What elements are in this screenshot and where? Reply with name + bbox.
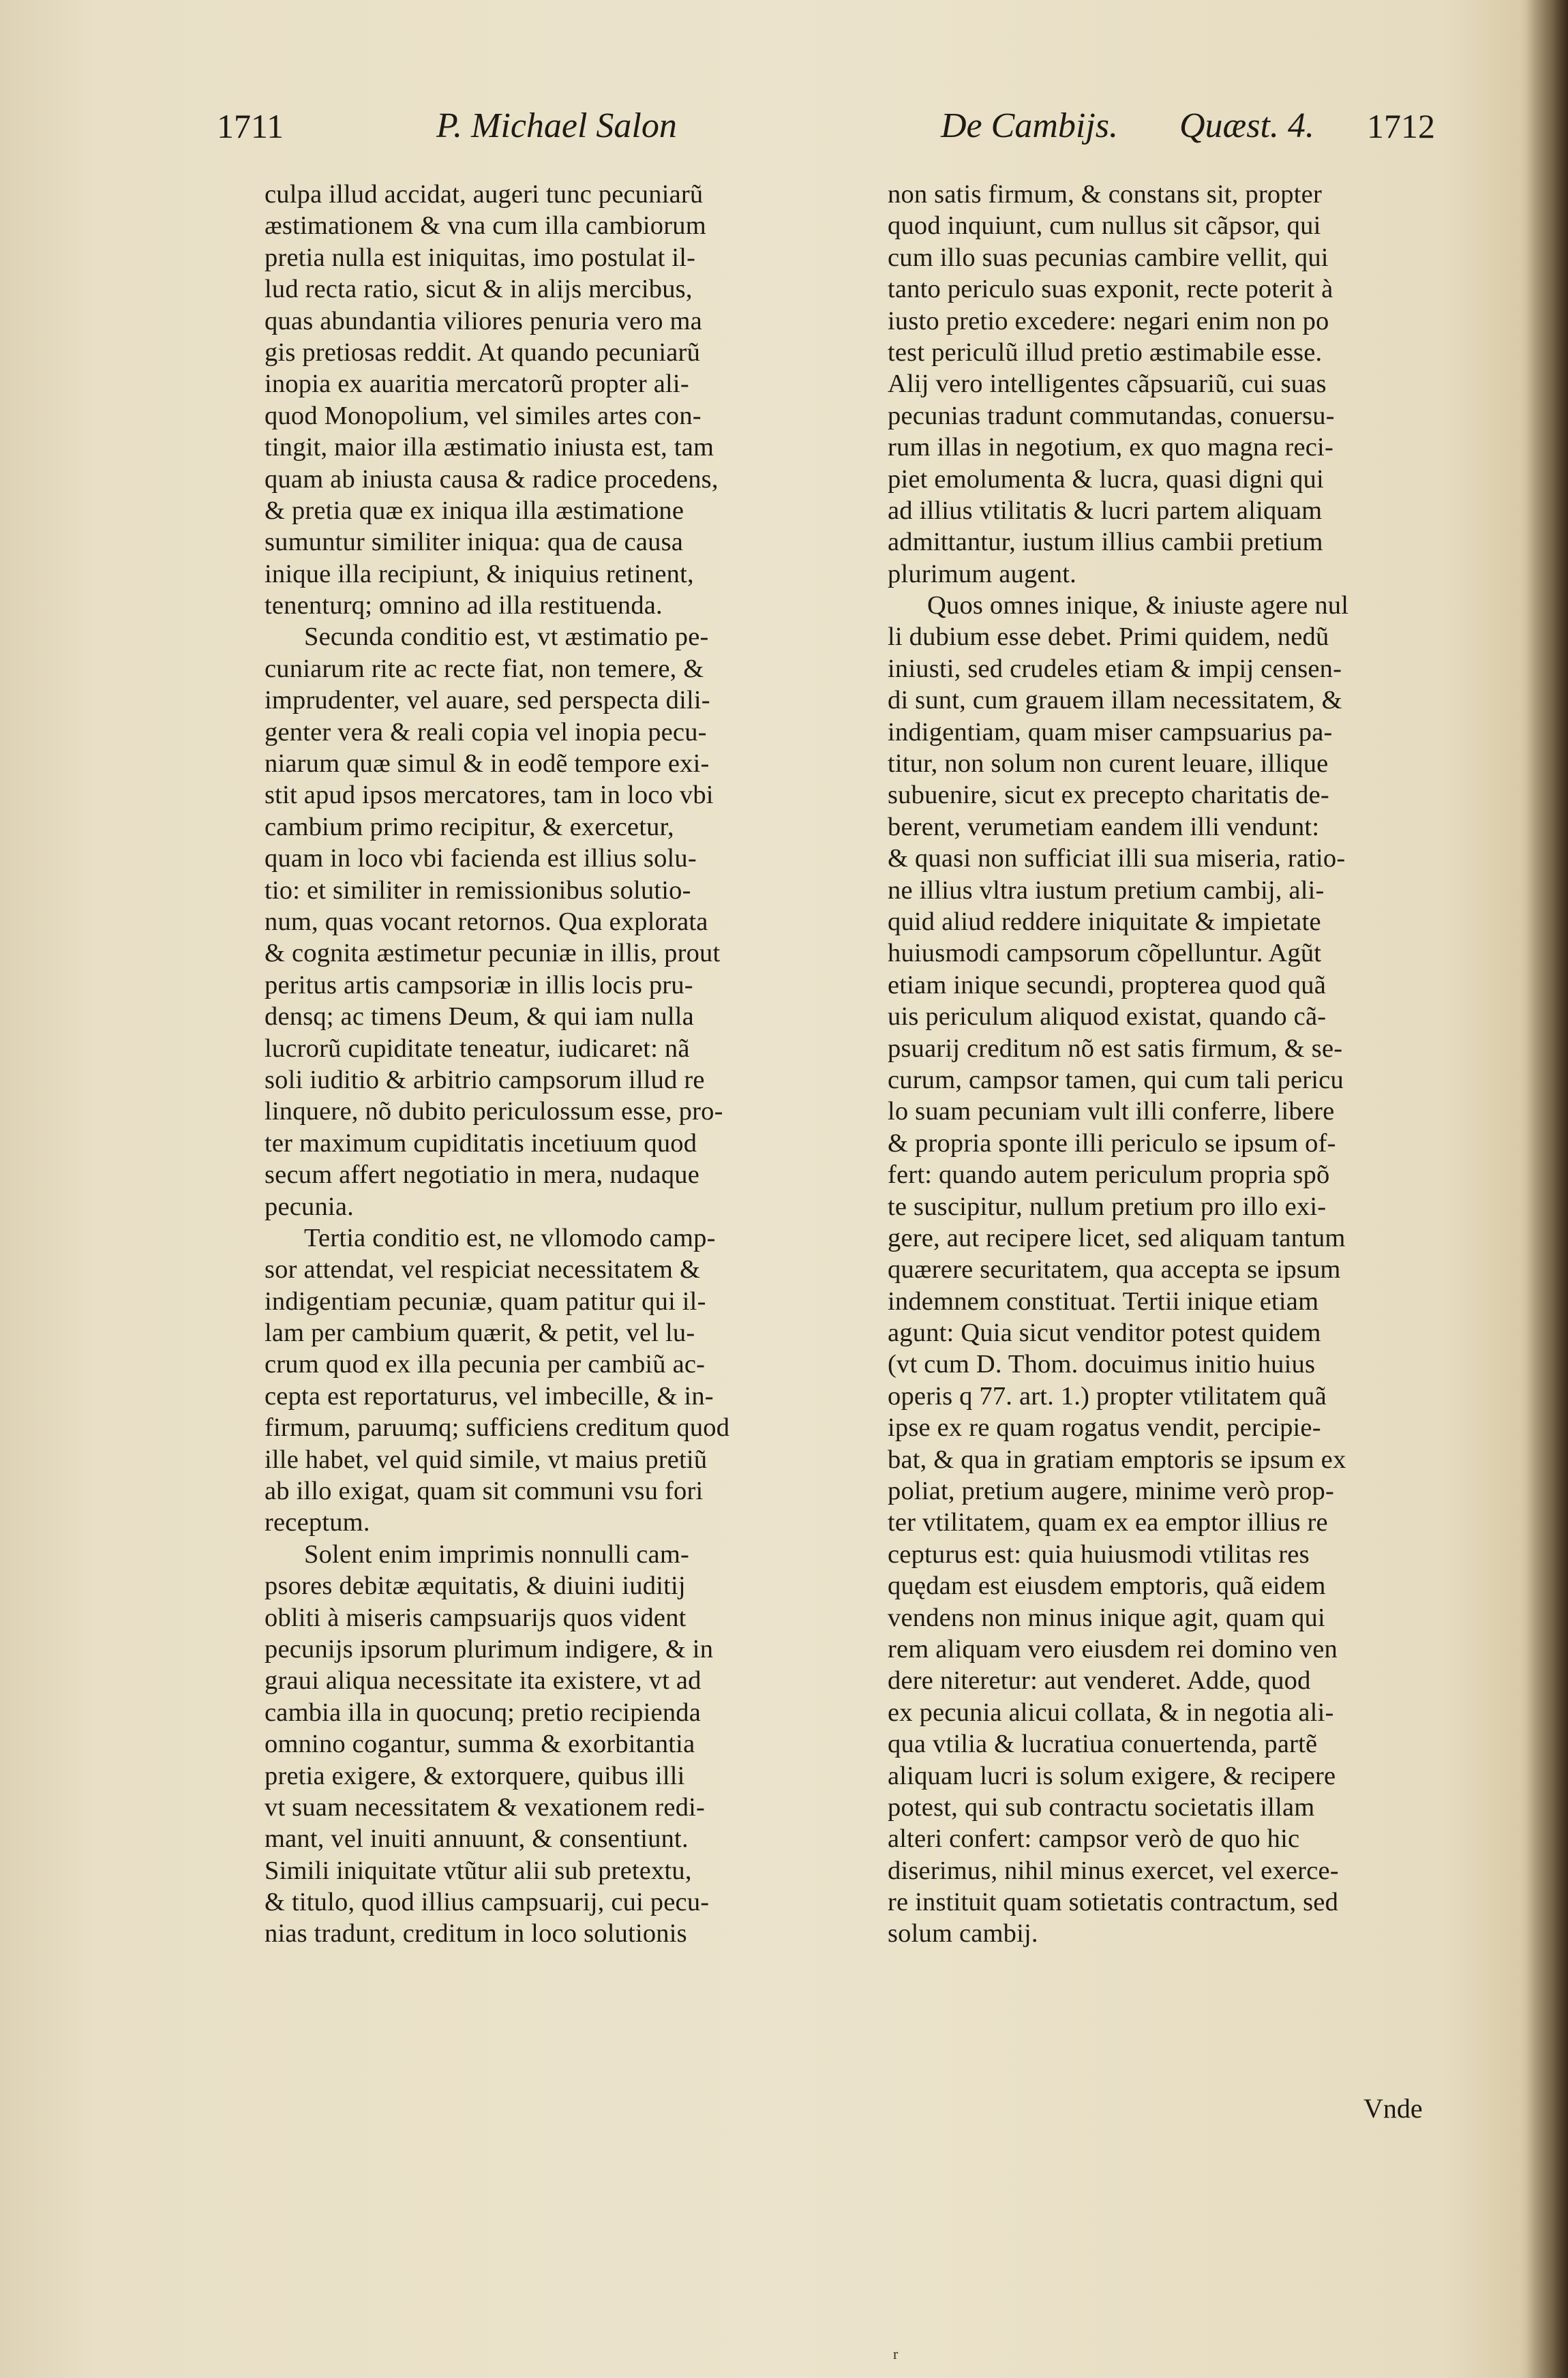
text-line: quod Monopolium, vel similes artes con- — [265, 401, 702, 430]
text-line: indemnem constituat. Tertii inique etiam — [888, 1286, 1319, 1316]
text-line: potest, qui sub contractu societatis illam — [888, 1792, 1315, 1822]
text-line: & pretia quæ ex iniqua illa æstimatione — [265, 496, 684, 525]
text-line: cepta est reportaturus, vel imbecille, & in- — [265, 1381, 714, 1411]
text-line: li dubium esse debet. Primi quidem, nedũ — [888, 622, 1329, 652]
text-line: linquere, nõ dubito periculossum esse, pro- — [265, 1097, 723, 1126]
signature-mark: r — [893, 2345, 899, 2362]
text-line: nias tradunt, creditum in loco solutionis — [265, 1919, 687, 1948]
text-line: psuarij creditum nõ est satis firmum, & se- — [888, 1034, 1343, 1063]
text-line: dere niteretur: aut venderet. Adde, quod — [888, 1666, 1311, 1696]
text-line: pecunia. — [265, 1192, 354, 1221]
text-line: admittantur, iustum illius cambii pretium — [888, 528, 1323, 557]
text-line: (vt cum D. Thom. docuimus initio huius — [888, 1350, 1316, 1379]
text-line: omnino cogantur, summa & exorbitantia — [265, 1730, 695, 1759]
text-line: secum affert negotiatio in mera, nudaque — [265, 1160, 700, 1190]
text-line: ab illo exigat, quam sit communi vsu fori — [265, 1477, 704, 1506]
text-line: quas abundantia viliores penuria vero ma — [265, 306, 702, 335]
text-line: num, quas vocant retornos. Qua explorata — [265, 907, 708, 936]
text-line: berent, verumetiam eandem illi vendunt: — [888, 812, 1320, 841]
text-line: culpa illud accidat, augeri tunc pecuniarũ — [265, 180, 704, 209]
text-line: quędam est eiusdem emptoris, quã eidem — [888, 1571, 1326, 1601]
text-line: & titulo, quod illius campsuarij, cui pecu- — [265, 1888, 710, 1917]
text-line: titur, non solum non curent leuare, illique — [888, 749, 1329, 779]
text-line: ne illius vltra iustum pretium cambij, ali- — [888, 875, 1325, 905]
text-line: uis periculum aliquod existat, quando cã- — [888, 1002, 1327, 1032]
text-line: niarum quæ simul & in eodẽ tempore exi- — [265, 749, 710, 779]
text-line: di sunt, cum grauem illam necessitatem, & — [888, 686, 1342, 715]
text-line: obliti à miseris campsuarijs quos vident — [265, 1603, 687, 1632]
text-line: diserimus, nihil minus exercet, vel exerce- — [888, 1856, 1339, 1885]
text-line: genter vera & reali copia vel inopia pecu- — [265, 717, 707, 747]
text-line: psores debitæ æquitatis, & diuini iuditij — [265, 1571, 686, 1601]
text-line: cepturus est: quia huiusmodi vtilitas res — [888, 1539, 1310, 1569]
text-line: soli iuditio & arbitrio campsorum illud re — [265, 1065, 705, 1094]
text-line: Quos omnes inique, & iniuste agere nul — [927, 591, 1349, 620]
text-line: rem aliquam vero eiusdem rei domino ven — [888, 1634, 1338, 1664]
text-line: & cognita æstimetur pecuniæ in illis, prout — [265, 939, 721, 968]
text-line: indigentiam pecuniæ, quam patitur qui il- — [265, 1286, 706, 1316]
text-line: lam per cambium quærit, & petit, vel lu- — [265, 1319, 695, 1348]
text-line: æstimationem & vna cum illa cambiorum — [265, 211, 706, 241]
text-line: lud recta ratio, sicut & in alijs mercibus, — [265, 275, 693, 304]
text-line: sumuntur similiter iniqua: qua de causa — [265, 528, 684, 557]
text-line: indigentiam, quam miser campsuarius pa- — [888, 717, 1333, 747]
text-line: vendens non minus inique agit, quam qui — [888, 1603, 1325, 1632]
page-number-left: 1711 — [217, 107, 284, 145]
text-line: iniusti, sed crudeles etiam & impij censen- — [888, 654, 1342, 683]
text-line: test periculũ illud pretio æstimabile esse. — [888, 337, 1323, 367]
text-line: solum cambij. — [888, 1919, 1038, 1948]
text-line: rum illas in negotium, ex quo magna reci- — [888, 433, 1333, 462]
text-line: ter maximum cupiditatis incetiuum quod — [265, 1128, 697, 1158]
text-line: cuniarum rite ac recte fiat, non temere, & — [265, 654, 704, 683]
text-line: curum, campsor tamen, qui cum tali pericu — [888, 1065, 1344, 1094]
text-line: tenenturq; omnino ad illa restituenda. — [265, 591, 663, 620]
running-head-quaestio: Quæst. 4. — [1179, 106, 1314, 145]
text-line: stit apud ipsos mercatores, tam in loco vbi — [265, 781, 714, 810]
page-number-right: 1712 — [1367, 107, 1435, 145]
text-line: quærere securitatem, qua accepta se ipsum — [888, 1255, 1341, 1284]
text-line: agunt: Quia sicut venditor potest quidem — [888, 1319, 1321, 1348]
text-line: inopia ex auaritia mercatorũ propter ali- — [265, 370, 689, 399]
text-line: lucrorũ cupiditate teneatur, iudicaret: nã — [265, 1034, 690, 1063]
text-line: ipse ex re quam rogatus vendit, percipie- — [888, 1413, 1321, 1443]
text-line: Tertia conditio est, ne vllomodo camp- — [304, 1223, 716, 1252]
text-line: gere, aut recipere licet, sed aliquam tantum — [888, 1223, 1346, 1252]
text-line: poliat, pretium augere, minime verò prop- — [888, 1477, 1335, 1506]
text-line: tanto periculo suas exponit, recte poterit à — [888, 275, 1333, 304]
text-line: cum illo suas pecunias cambire vellit, qui — [888, 243, 1329, 272]
text-line: re instituit quam sotietatis contractum, sed — [888, 1888, 1339, 1917]
text-line: tio: et similiter in remissionibus solutio- — [265, 875, 691, 905]
text-line: sor attendat, vel respiciat necessitatem & — [265, 1255, 701, 1284]
text-line: ille habet, vel quid simile, vt maius pretiũ — [265, 1445, 708, 1474]
text-line: ex pecunia alicui collata, & in negotia ali- — [888, 1698, 1334, 1727]
text-line: bat, & qua in gratiam emptoris se ipsum ex — [888, 1445, 1346, 1474]
text-line: tingit, maior illa æstimatio iniusta est, tam — [265, 433, 714, 462]
text-line: densq; ac timens Deum, & qui iam nulla — [265, 1002, 694, 1032]
text-line: gis pretiosas reddit. At quando pecuniarũ — [265, 337, 701, 367]
text-line: te suscipitur, nullum pretium pro illo exi- — [888, 1192, 1327, 1221]
text-line: cambia illa in quocunq; pretio recipienda — [265, 1698, 702, 1727]
text-line: mant, vel inuiti annuunt, & consentiunt. — [265, 1824, 689, 1854]
text-line: piet emolumenta & lucra, quasi digni qui — [888, 464, 1324, 494]
text-line: inique illa recipiunt, & iniquius retinent, — [265, 559, 694, 588]
text-line: crum quod ex illa pecunia per cambiũ ac- — [265, 1350, 706, 1379]
catchword: Vnde — [1363, 2093, 1423, 2124]
left-text-column — [265, 179, 871, 1950]
text-line: & quasi non sufficiat illi sua miseria, ratio- — [888, 844, 1346, 873]
text-line: plurimum augent. — [888, 559, 1076, 588]
text-line: pecunias tradunt commutandas, conuersu- — [888, 401, 1335, 430]
text-line: cambium primo recipitur, & exercetur, — [265, 812, 674, 841]
text-line: ad illius vtilitatis & lucri partem aliquam — [888, 496, 1323, 525]
text-line: imprudenter, vel auare, sed perspecta dili- — [265, 686, 710, 715]
text-line: receptum. — [265, 1508, 370, 1537]
text-line: vt suam necessitatem & vexationem redi- — [265, 1792, 706, 1822]
running-head — [0, 102, 1568, 157]
text-line: operis q 77. art. 1.) propter vtilitatem quã — [888, 1381, 1327, 1411]
text-line: & propria sponte illi periculo se ipsum of- — [888, 1128, 1336, 1158]
text-line: peritus artis campsoriæ in illis locis pru- — [265, 970, 693, 999]
text-line: pretia exigere, & extorquere, quibus illi — [265, 1761, 685, 1790]
text-line: non satis firmum, & constans sit, propter — [888, 180, 1322, 209]
text-line: quam in loco vbi facienda est illius solu- — [265, 844, 697, 873]
text-line: Simili iniquitate vtũtur alii sub pretextu, — [265, 1856, 692, 1885]
text-line: Secunda conditio est, vt æstimatio pe- — [304, 622, 709, 652]
text-line: quam ab iniusta causa & radice procedens, — [265, 464, 719, 494]
text-line: pecunijs ipsorum plurimum indigere, & in — [265, 1634, 714, 1664]
text-line: fert: quando autem periculum propria spõ — [888, 1160, 1330, 1190]
text-line: lo suam pecuniam vult illi conferre, libere — [888, 1097, 1335, 1126]
text-line: alteri confert: campsor verò de quo hic — [888, 1824, 1300, 1854]
right-text-column — [888, 179, 1494, 1950]
running-head-author: P. Michael Salon — [436, 106, 677, 145]
text-line: aliquam lucri is solum exigere, & recipere — [888, 1761, 1336, 1790]
text-line: quid aliud reddere iniquitate & impietate — [888, 907, 1321, 936]
text-line: iusto pretio excedere: negari enim non po — [888, 306, 1329, 335]
text-line: qua vtilia & lucratiua conuertenda, partẽ — [888, 1730, 1318, 1759]
text-line: graui aliqua necessitate ita existere, vt ad — [265, 1666, 702, 1696]
text-line: huiusmodi campsorum cõpelluntur. Agũt — [888, 939, 1322, 968]
running-head-title: De Cambijs. — [941, 106, 1118, 145]
text-line: ter vtilitatem, quam ex ea emptor illius re — [888, 1508, 1328, 1537]
text-line: Alij vero intelligentes cãpsuariũ, cui suas — [888, 370, 1327, 399]
text-line: Solent enim imprimis nonnulli cam- — [304, 1539, 689, 1569]
text-line: subuenire, sicut ex precepto charitatis de- — [888, 781, 1329, 810]
text-line: firmum, paruumq; sufficiens creditum quod — [265, 1413, 730, 1443]
text-line: pretia nulla est iniquitas, imo postulat il- — [265, 243, 696, 272]
page-edge-shadow — [1527, 0, 1568, 2378]
text-line: etiam inique secundi, propterea quod quã — [888, 970, 1327, 999]
text-line: quod inquiunt, cum nullus sit cãpsor, qui — [888, 211, 1321, 241]
